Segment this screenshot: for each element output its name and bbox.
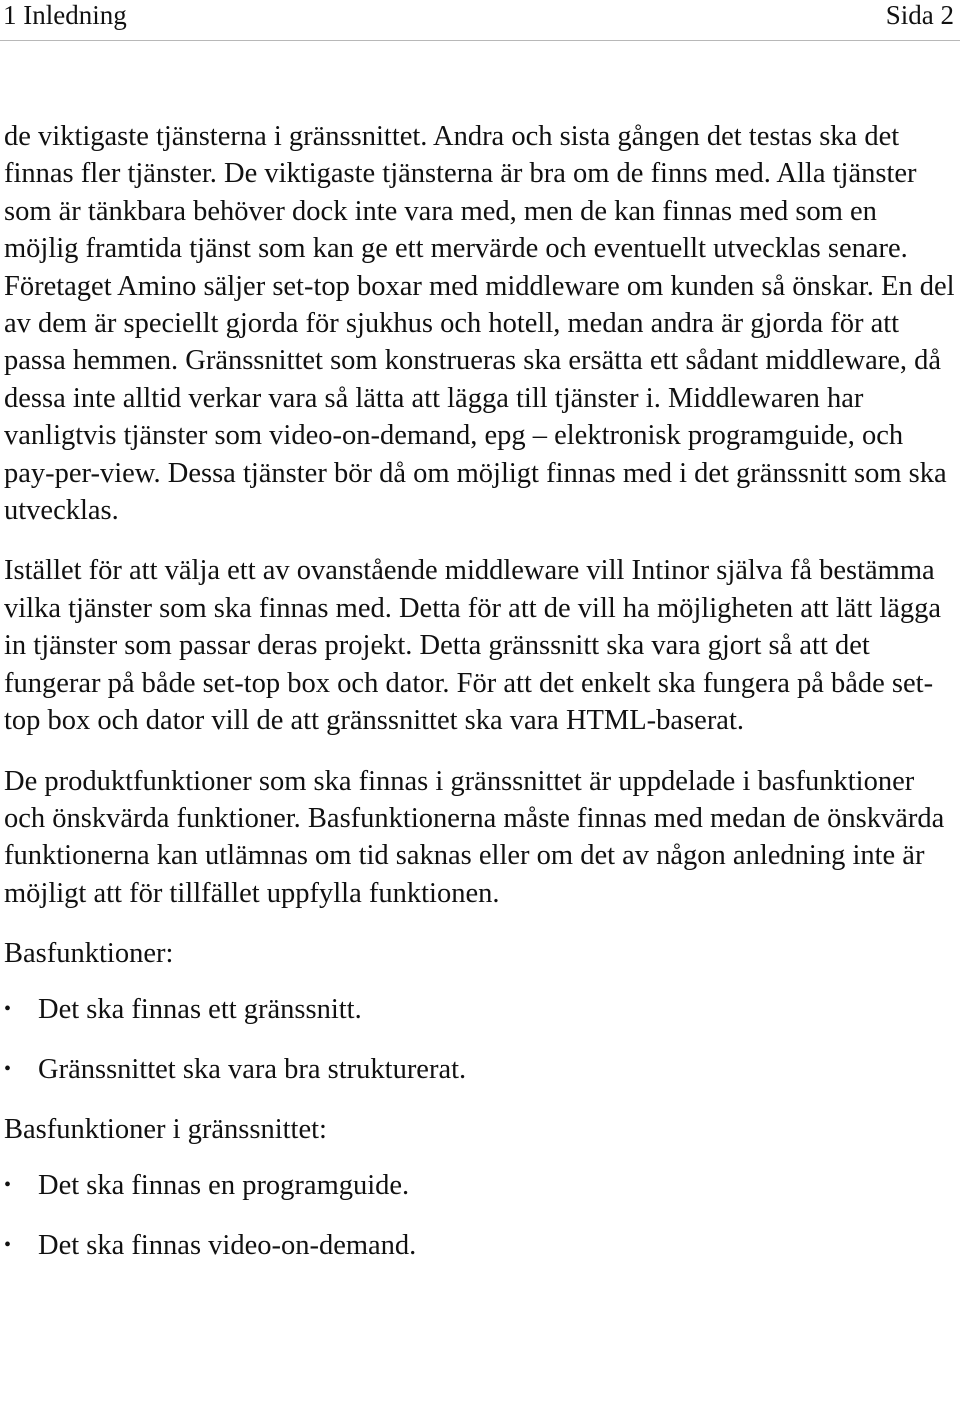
- list-item-text: Det ska finnas ett gränssnitt.: [38, 993, 362, 1025]
- paragraph-product-functions: De produktfunktioner som ska finnas i gränssnittet är uppdelade i basfunktioner och önskvärda funktioner. Basfunktionerna måste finnas med medan de önskvärda funktionerna kan utlämnas om tid saknas eller om det av någon anledning inte är möjligt att för tillfället uppfylla funktionen.: [4, 765, 945, 909]
- list-heading-basfunktioner-gransnitt: Basfunktioner i gränssnittet:: [4, 1114, 327, 1146]
- document-body: [4, 118, 956, 1288]
- bullet-list-basfunktioner: [4, 991, 956, 1089]
- bullet-icon: •: [4, 1173, 12, 1196]
- list-item: [4, 991, 956, 1028]
- chapter-title: 1 Inledning: [3, 0, 127, 30]
- list-item-text: Gränssnittet ska vara bra strukturerat.: [38, 1053, 467, 1085]
- header-divider: [0, 40, 960, 41]
- bullet-list-basfunktioner-gransnitt: [4, 1167, 956, 1265]
- list-item: [4, 1227, 956, 1264]
- bullet-icon: •: [4, 997, 12, 1020]
- list-item: [4, 1167, 956, 1204]
- page-number: Sida 2: [885, 0, 954, 30]
- list-item: [4, 1051, 956, 1088]
- page-header: [0, 0, 960, 36]
- bullet-icon: •: [4, 1234, 12, 1257]
- paragraph-services: de viktigaste tjänsterna i gränssnittet. Andra och sista gången det testas ska det finnas fler tjänster. De viktigaste tjänsterna är bra om de finns med. Alla tjänster som är tänkbara behöver dock inte vara med, men de kan finnas med som en möjlig framtida tjänst som kan ge ett mervärde och eventuellt utvecklas senare. Företaget Amino säljer set-top boxar med middleware om kunden så önskar. En del av dem är speciellt gjorda för sjukhus och hotell, medan andra är gjorda för att passa hemmen. Gränssnittet som konstrueras ska ersätta ett sådant middleware, då dessa inte alltid verkar vara så lätta att lägga till tjänster i. Middlewaren har vanligtvis tjänster som video-on-demand, epg – elektronisk programguide, och pay-per-view. Dessa tjänster bör då om möjligt finnas med i det gränssnitt som ska utvecklas.: [4, 121, 955, 527]
- list-item-text: Det ska finnas en programguide.: [38, 1169, 410, 1201]
- list-item-text: Det ska finnas video-on-demand.: [38, 1230, 417, 1262]
- bullet-icon: •: [4, 1057, 12, 1080]
- list-heading-basfunktioner: Basfunktioner:: [4, 938, 174, 970]
- paragraph-intinor: Istället för att välja ett av ovanstående middleware vill Intinor själva få bestämma vilka tjänster som ska finnas med. Detta för att de vill ha möjligheten att lätt lägga in tjänster som passar deras projekt. Detta gränssnitt ska vara gjort så att det fungerar på både set-top box och dator. För att det enkelt ska fungera på både set-top box och dator vill de att gränssnittet ska vara HTML-baserat.: [4, 555, 942, 737]
